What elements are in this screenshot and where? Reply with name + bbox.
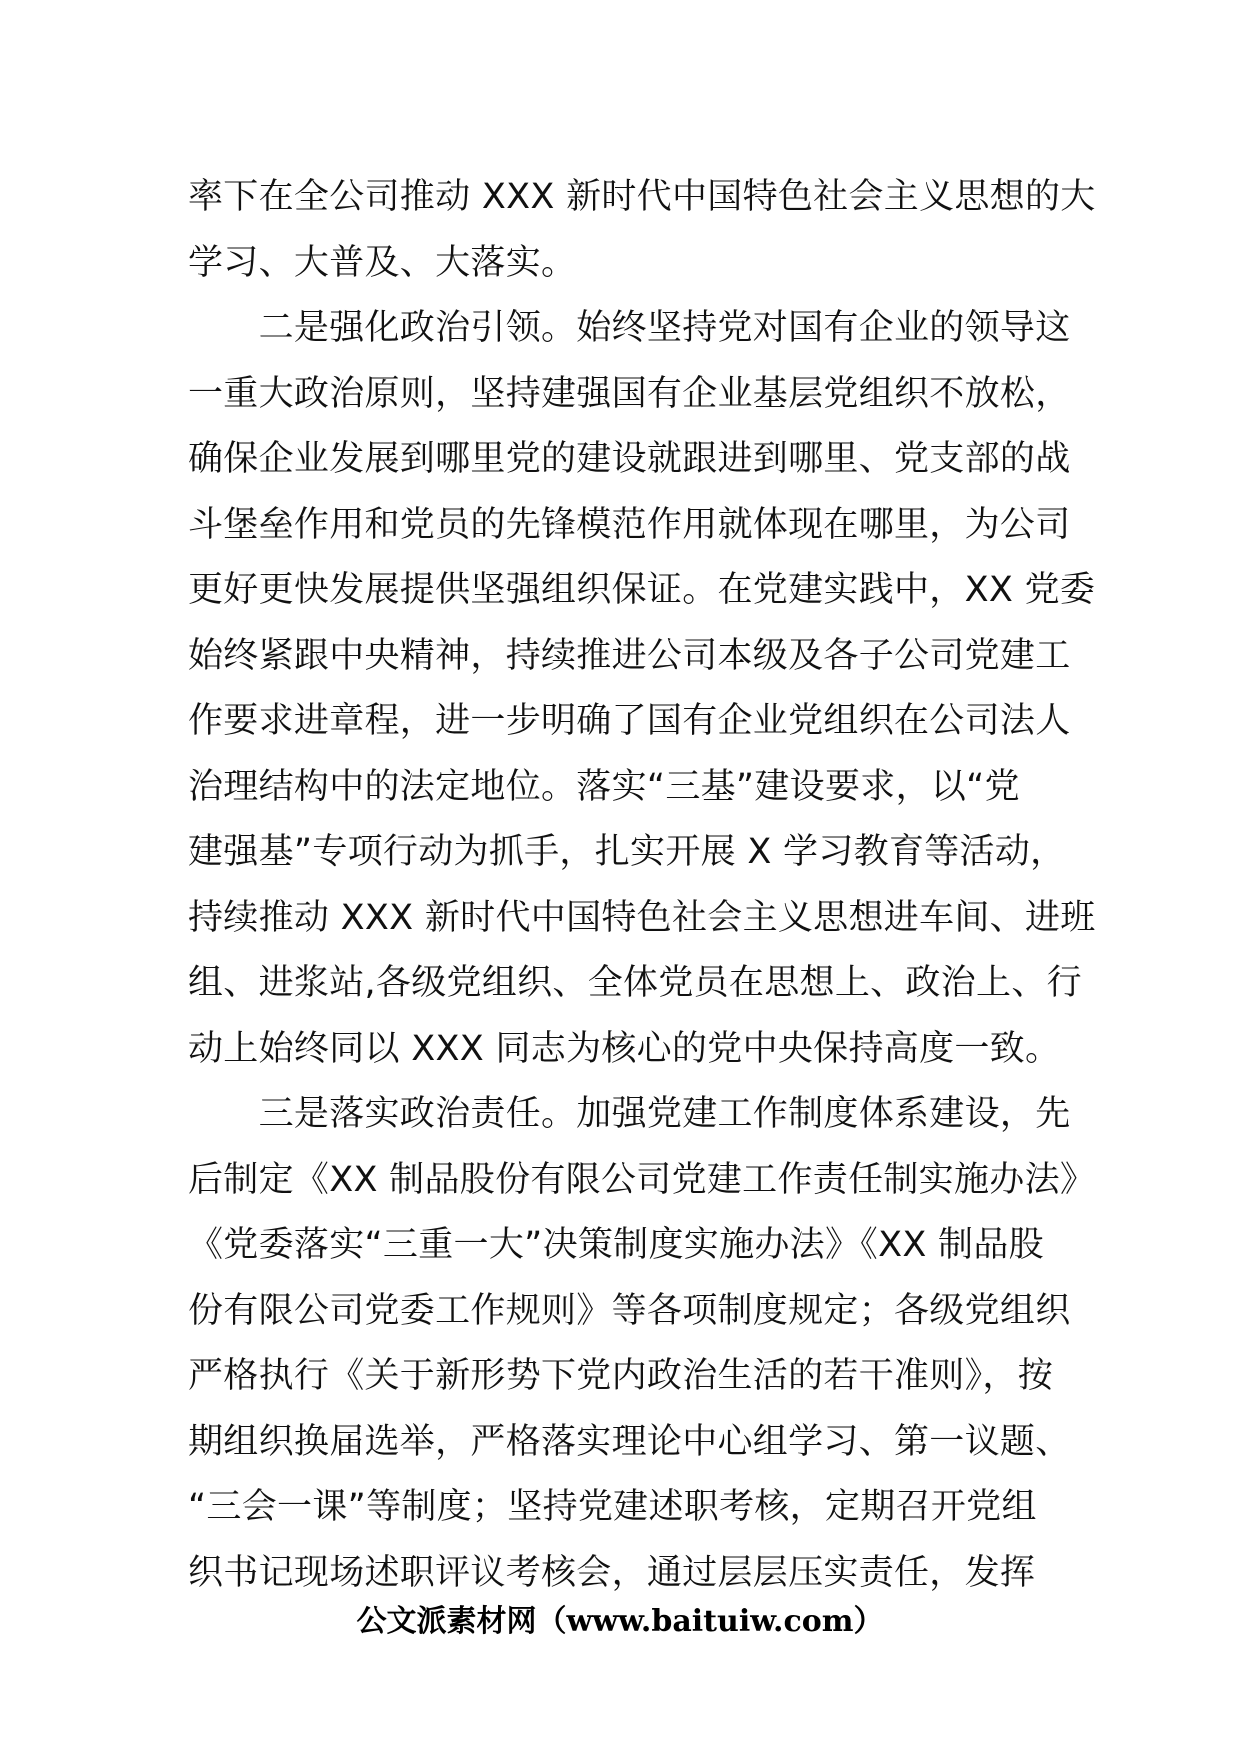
- text-line: 学习、大普及、大落实。: [188, 242, 577, 283]
- text-line: 期组织换届选举，严格落实理论中心组学习、第一议题、: [188, 1421, 1071, 1462]
- text-line: 建强基”专项行动为抓手，扎实开展 X 学习教育等活动，: [188, 832, 1066, 872]
- text-line: 率下在全公司推动 XXX 新时代中国特色社会主义思想的大: [188, 177, 1096, 217]
- text-line: 持续推动 XXX 新时代中国特色社会主义思想进车间、进班: [188, 897, 1096, 938]
- document-body: [188, 165, 1096, 1606]
- text-line: 一重大政治原则，坚持建强国有企业基层党组织不放松，: [188, 373, 1071, 414]
- text-line: “三会一课”等制度；坚持党建述职考核，定期召开党组: [188, 1487, 1037, 1527]
- text-line: 三是落实政治责任。加强党建工作制度体系建设，先: [188, 1094, 1071, 1134]
- text-line: 二是强化政治引领。始终坚持党对国有企业的领导这: [188, 308, 1071, 348]
- text-line: 斗堡垒作用和党员的先锋模范作用就体现在哪里，为公司: [188, 504, 1071, 545]
- text-line: 确保企业发展到哪里党的建设就跟进到哪里、党支部的战: [188, 439, 1071, 479]
- text-line: 后制定《XX 制品股份有限公司党建工作责任制实施办法》: [188, 1159, 1096, 1200]
- text-line: 份有限公司党委工作规则》等各项制度规定；各级党组织: [188, 1290, 1071, 1331]
- text-line: 织书记现场述职评议考核会，通过层层压实责任，发挥: [188, 1552, 1036, 1593]
- text-line: 治理结构中的法定地位。落实“三基”建设要求，以“党: [188, 766, 1020, 807]
- text-line: 动上始终同以 XXX 同志为核心的党中央保持高度一致。: [188, 1028, 1061, 1069]
- text-line: 组、进浆站,各级党组织、全体党员在思想上、政治上、行: [188, 963, 1082, 1003]
- footer-watermark: 公文派素材网（www.baituiw.com）: [356, 1604, 884, 1639]
- text-line: 严格执行《关于新形势下党内政治生活的若干准则》，按: [188, 1356, 1054, 1396]
- text-line: 始终紧跟中央精神，持续推进公司本级及各子公司党建工: [188, 635, 1071, 676]
- text-line: 作要求进章程，进一步明确了国有企业党组织在公司法人: [188, 701, 1071, 741]
- text-line: 《党委落实“三重一大”决策制度实施办法》《XX 制品股: [188, 1225, 1044, 1265]
- text-line: 更好更快发展提供坚强组织保证。在党建实践中，XX 党委: [188, 570, 1096, 610]
